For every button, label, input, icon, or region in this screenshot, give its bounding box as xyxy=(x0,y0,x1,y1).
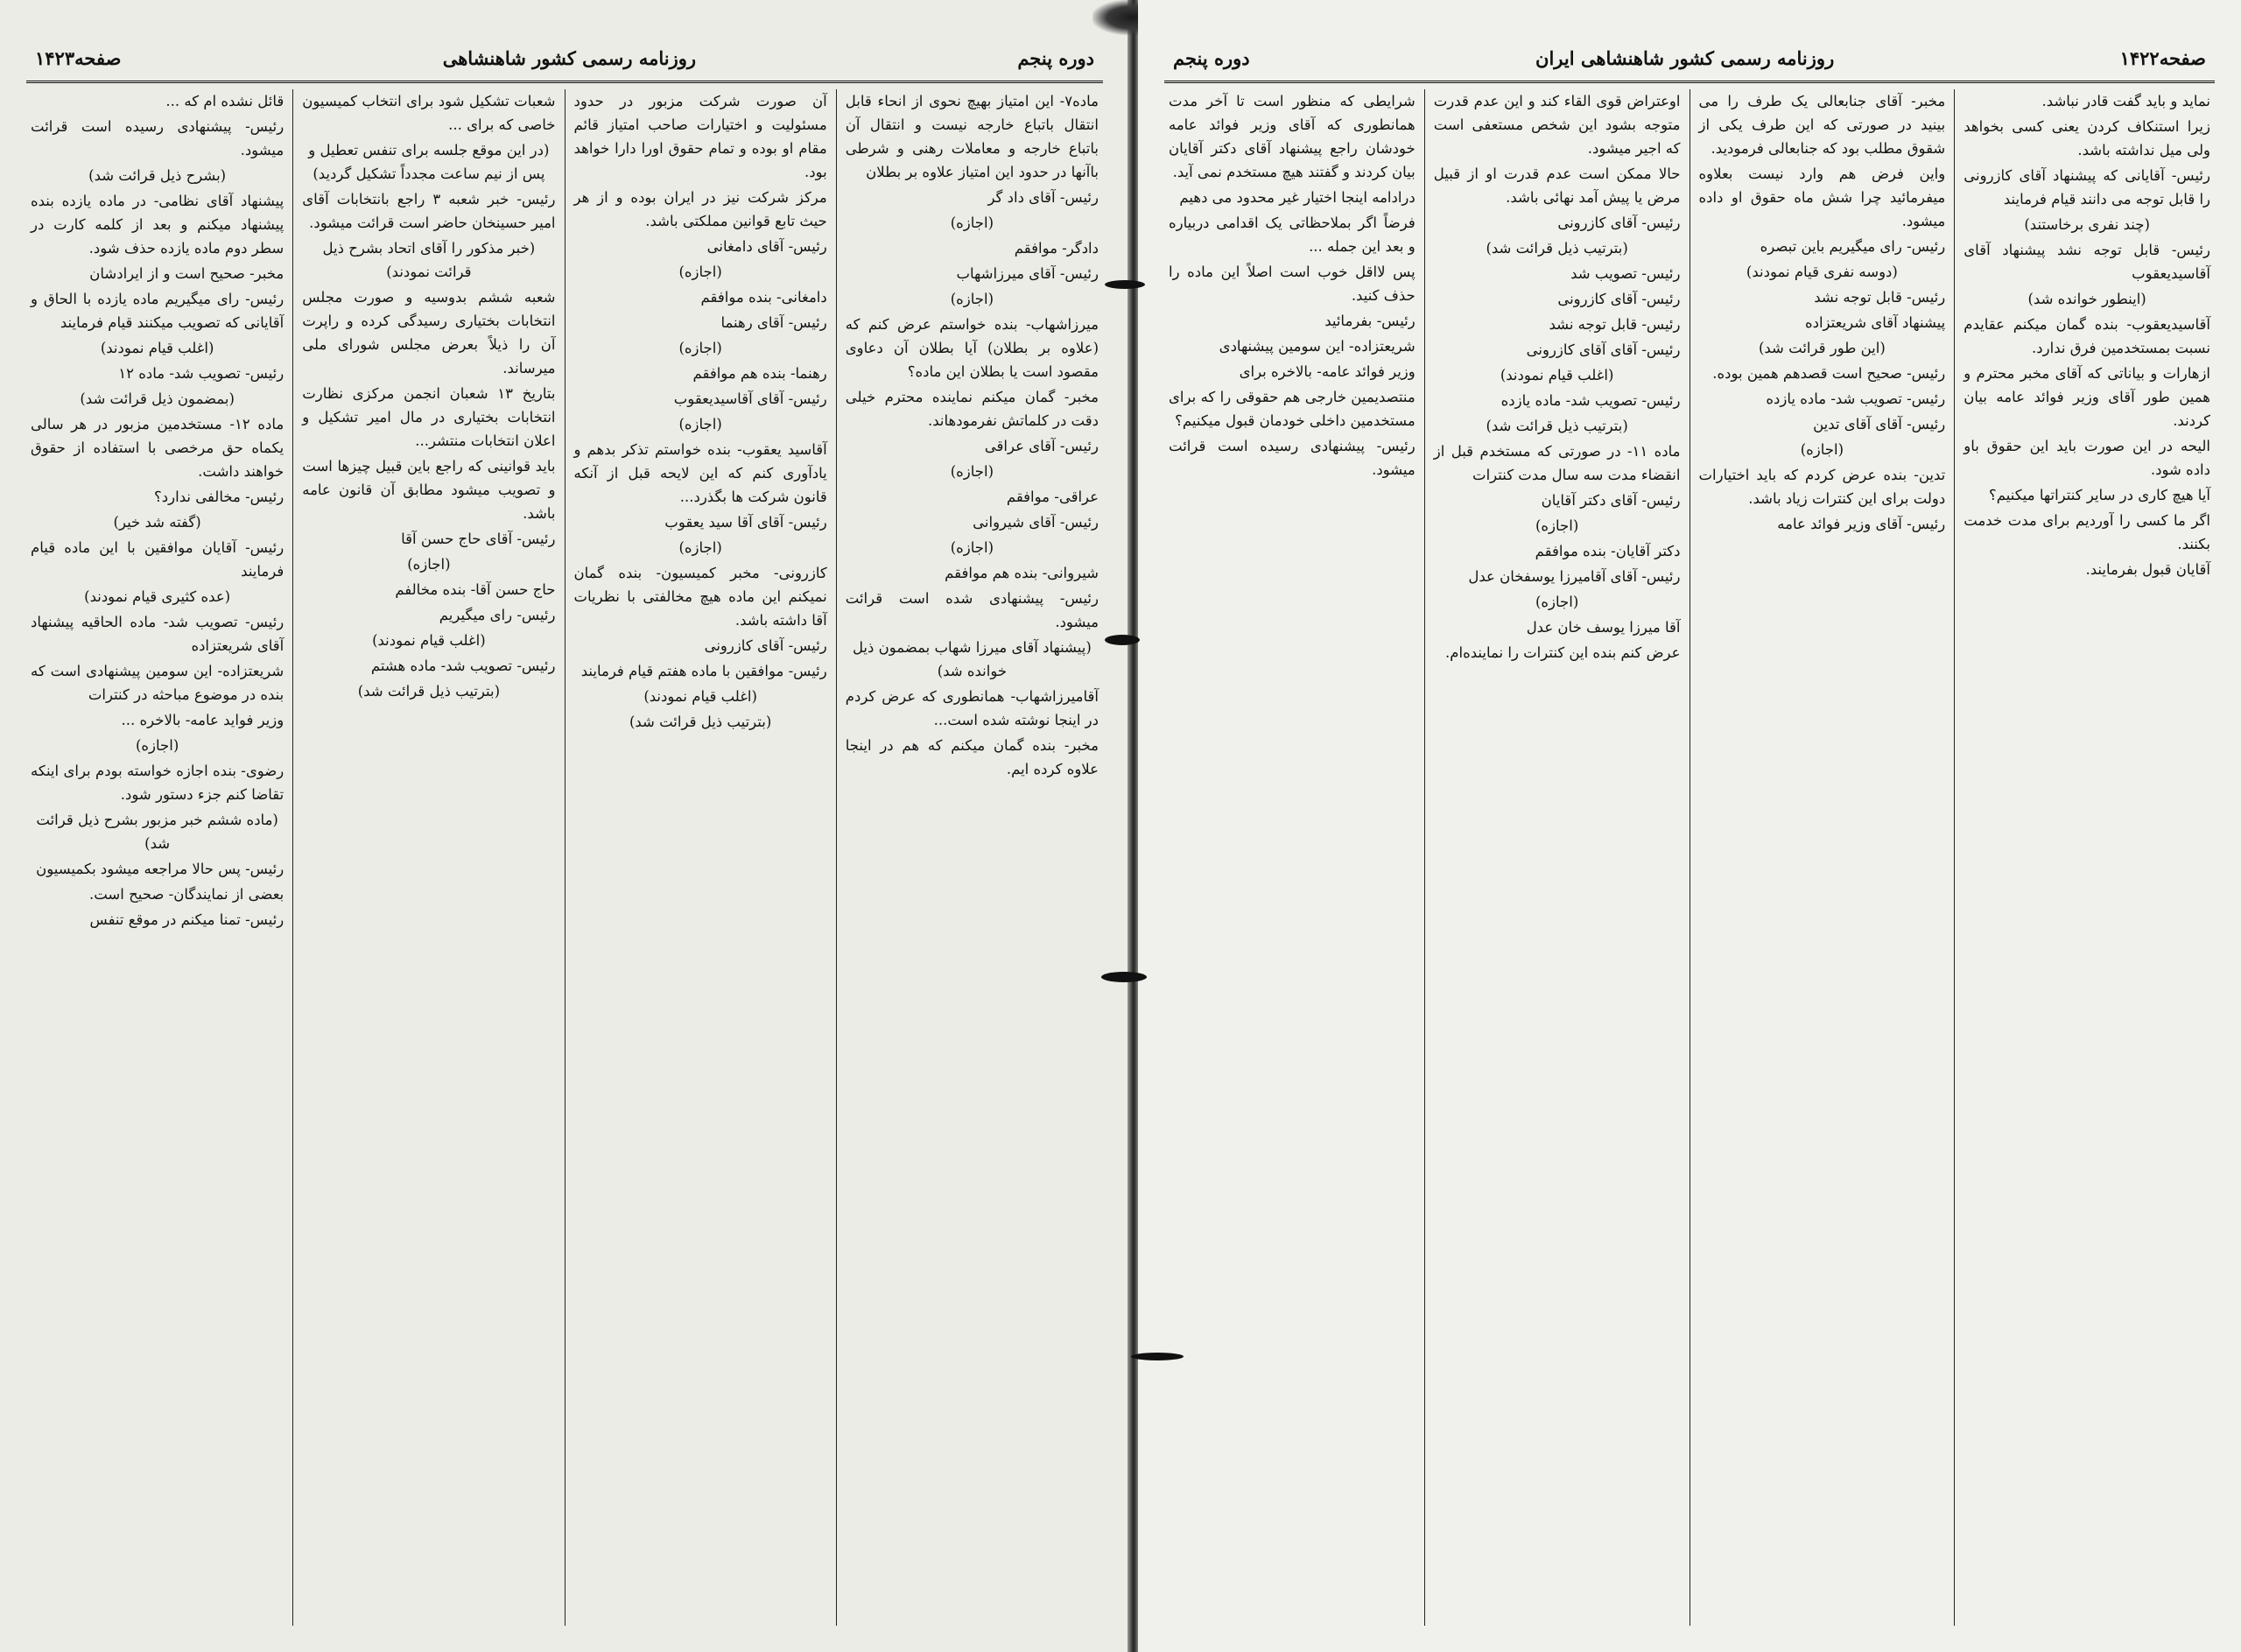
right-column-2 xyxy=(1690,89,1955,1626)
column-paragraph: (اجازه) xyxy=(678,340,722,356)
column-paragraph: (اغلب قیام نمودند) xyxy=(372,632,486,649)
column-paragraph: رئیس- آقای آقا سید یعقوب xyxy=(664,514,827,531)
column-paragraph: رئیس- آقای کازرونی xyxy=(704,637,827,654)
column-paragraph: وزیر فوائد عامه- بالاخره برای xyxy=(1239,363,1416,380)
column-paragraph: رئیس- پس حالا مراجعه میشود بکمیسیون xyxy=(36,861,285,877)
column-paragraph: رئیس- تصویب شد- ماده یازده xyxy=(1500,392,1681,409)
column-paragraph: زیرا استنکاف کردن یعنی کسی بخواهد ولی میل نداشته باشد. xyxy=(1964,118,2210,158)
column-paragraph: کازرونی- مخبر کمیسیون- بنده گمان نمیکنم این ماده هیچ مخالفتی با نظریات آقا داشته باشد. xyxy=(573,565,827,629)
column-paragraph: رئیس- رای میگیریم xyxy=(439,607,556,623)
column-paragraph: قائل نشده ام که ... xyxy=(165,93,285,109)
column-paragraph: پیشنهاد آقای شریعتزاده xyxy=(1804,314,1946,331)
column-paragraph: (اغلب قیام نمودند) xyxy=(1500,367,1614,383)
left-column-3 xyxy=(292,89,564,1626)
column-paragraph: رئیس- بفرمائید xyxy=(1324,313,1416,329)
column-paragraph: رئیس- تصویب شد xyxy=(1570,265,1681,282)
column-paragraph: رئیس- قابل توجه نشد xyxy=(1814,289,1946,306)
column-paragraph: رئیس- آقای کازرونی xyxy=(1557,291,1681,307)
column-paragraph: رئیس- آقای دامغانی xyxy=(706,238,827,255)
column-paragraph: تدین- بنده عرض کردم که باید اختیارات دولت برای این کنترات زیاد باشد. xyxy=(1698,467,1946,507)
column-paragraph: اوعتراض قوی القاء کند و این عدم قدرت متوجه بشود این شخص مستعفی است که اجیر میشود. xyxy=(1433,93,1681,157)
left-column-4 xyxy=(22,89,292,1626)
column-paragraph: حالا ممکن است عدم قدرت او از قبیل مرض یا پیش آمد نهائی باشد. xyxy=(1433,165,1681,206)
column-paragraph: رئیس- تصویب شد- ماده هشتم xyxy=(370,657,556,674)
column-paragraph: (چند نفری برخاستند) xyxy=(2024,216,2150,233)
column-paragraph: (اجازه) xyxy=(678,416,722,432)
column-paragraph: پس لااقل خوب است اصلاً این ماده را حذف کنید. xyxy=(1169,264,1416,304)
column-paragraph: مرکز شرکت نیز در ایران بوده و از هر حیث تابع قوانین مملکتی باشد. xyxy=(573,189,827,229)
column-paragraph: آقایان قبول بفرمایند. xyxy=(2085,561,2210,578)
column-paragraph: رئیس- آقای رهنما xyxy=(720,314,827,331)
column-paragraph: (اجازه) xyxy=(950,214,994,231)
column-paragraph: فرضاً اگر بملاحظاتی یک اقدامی دربیاره و بعد این جمله ... xyxy=(1169,214,1416,255)
left-header-rule xyxy=(26,81,1103,83)
column-paragraph: (بمضمون ذیل قرائت شد) xyxy=(80,390,235,407)
column-paragraph: (اینطور خوانده شد) xyxy=(2027,291,2146,307)
column-paragraph: (اجازه) xyxy=(950,291,994,307)
column-paragraph: رئیس- آقای میرزاشهاب xyxy=(956,265,1099,282)
column-paragraph: حاج حسن آقا- بنده مخالفم xyxy=(395,581,556,598)
column-paragraph: دکتر آقایان- بنده موافقم xyxy=(1535,543,1681,559)
column-paragraph: منتصدیمین خارجی هم حقوقی را که برای مستخدمین داخلی خودمان قبول میکنیم؟ xyxy=(1169,389,1416,429)
column-paragraph: (ماده ششم خبر مزبور بشرح ذیل قرائت شد) xyxy=(36,812,278,852)
column-paragraph: رئیس- آقای آقای کازرونی xyxy=(1526,341,1681,358)
right-header-rule xyxy=(1164,81,2215,83)
column-paragraph: بعضی از نمایندگان- صحیح است. xyxy=(88,886,285,903)
column-paragraph: آقامیرزاشهاب- همانطوری که عرض کردم در اینجا نوشته شده است... xyxy=(845,688,1099,728)
column-paragraph: پیشنهاد آقای نظامی- در ماده یازده بنده پیشنهاد میکنم و بعد از کلمه کارت در سطر دوم ماده یازده حذف شود. xyxy=(31,193,285,257)
column-paragraph: رئیس- آقای کازرونی xyxy=(1557,214,1681,231)
right-edition-label: دوره پنجم xyxy=(1173,46,1250,69)
column-paragraph: رئیس- تصویب شد- ماده الحاقیه پیشنهاد آقای شریعتزاده xyxy=(31,614,285,654)
column-paragraph: (خبر مذکور را آقای اتحاد بشرح ذیل قرائت نمودند) xyxy=(322,240,536,280)
column-paragraph: ماده۷- این امتیاز بهیچ نحوی از انحاء قابل انتقال باتباع خارجه نیست و انتقال آن باتباع خارجه و معاملات رهنی و شرطی باآنها در حدود این امتیاز علاوه بر بطلان xyxy=(845,93,1099,180)
column-paragraph: رئیس- قابل توجه نشد پیشنهاد آقای آقاسیدیعقوب xyxy=(1964,242,2210,282)
column-paragraph: رئیس- مخالفی ندارد؟ xyxy=(154,489,285,505)
column-paragraph: (پیشنهاد آقای میرزا شهاب بمضمون ذیل خوانده شد) xyxy=(852,639,1092,679)
left-column-2 xyxy=(565,89,836,1626)
column-paragraph: مخبر- صحیح است و از ایرادشان xyxy=(89,265,285,282)
column-paragraph: ازهارات و بیاناتی که آقای مخبر محترم و همین طور آقای وزیر فوائد عامه بیان کردند. xyxy=(1964,365,2210,429)
column-paragraph: مخبر- گمان میکنم نماینده محترم خیلی دقت در کلماتش نفرمودهاند. xyxy=(845,389,1099,429)
column-paragraph: رئیس- تصویب شد- ماده ۱۲ xyxy=(118,365,285,382)
column-paragraph: عرض کنم بنده این کنترات را نماینده‌ام. xyxy=(1445,644,1681,661)
column-paragraph: شعبه ششم بدوسیه و صورت مجلس انتخابات بختیاری رسیدگی کرده و راپرت آن را ذیلاً بعرض مجلس شورای ملی میرساند. xyxy=(302,289,556,376)
column-paragraph: رئیس- رای میگیریم باین تبصره xyxy=(1760,238,1946,255)
right-columns xyxy=(1160,89,2219,1626)
column-paragraph: وزیر فواید عامه- بالاخره ... xyxy=(121,712,285,728)
column-paragraph: رئیس- آقای آقامیرزا یوسفخان عدل xyxy=(1468,568,1681,585)
column-paragraph: رئیس- آقای وزیر فوائد عامه xyxy=(1777,516,1946,532)
column-paragraph: آقاسید یعقوب- بنده خواستم تذکر بدهم و یادآوری کنم که این لایحه قبل از آنکه قانون شرکت ها بگذرد... xyxy=(573,441,827,505)
column-paragraph: (اجازه) xyxy=(1535,517,1579,534)
column-paragraph: رئیس- موافقین با ماده هفتم قیام فرمایند xyxy=(580,663,827,679)
left-column-1 xyxy=(836,89,1107,1626)
column-paragraph: (بترتیب ذیل قرائت شد) xyxy=(357,683,501,699)
column-paragraph: رئیس- پیشنهادی رسیده است قرائت میشود. xyxy=(31,118,285,158)
left-edition-label: دوره پنجم xyxy=(1017,46,1094,69)
right-column-4 xyxy=(1160,89,1424,1626)
column-paragraph: رئیس- آقایان موافقین با این ماده قیام فرمایند xyxy=(31,539,285,580)
column-paragraph: شریعتزاده- این سومین پیشنهادی است که بنده در موضوع مباحثه در کنترات xyxy=(31,663,285,703)
column-paragraph: آیا هیچ کاری در سایر کنتراتها میکنیم؟ xyxy=(1989,487,2210,503)
column-paragraph: رئیس- قابل توجه نشد xyxy=(1549,316,1681,333)
column-paragraph: رئیس- آقای دکتر آقایان xyxy=(1541,492,1681,509)
column-paragraph: ماده ۱۱- در صورتی که مستخدم قبل از انقضاء مدت سه سال مدت کنترات xyxy=(1433,443,1681,483)
column-paragraph: شیروانی- بنده هم موافقم xyxy=(945,565,1099,581)
left-columns xyxy=(22,89,1107,1626)
column-paragraph: رئیس- آقای آقای تدین xyxy=(1813,416,1946,432)
left-page-header xyxy=(35,40,1094,75)
column-paragraph: مخبر- آقای جنابعالی یک طرف را می بینید در صورتی که این طرف یکی از شقوق مطلب بود که جنابعالی فرمودید. xyxy=(1698,93,1946,157)
column-paragraph: آن صورت شرکت مزبور در حدود مسئولیت و اختیارات صاحب امتیاز قائم مقام او بوده و تمام حقوق اورا دارا خواهد بود. xyxy=(573,93,827,180)
column-paragraph: (اجازه) xyxy=(1800,441,1844,458)
column-paragraph: (اغلب قیام نمودند) xyxy=(100,340,214,356)
column-paragraph: آقاسیدیعقوب- بنده گمان میکنم عقایدم نسبت بمستخدمین فرق ندارد. xyxy=(1964,316,2210,356)
column-paragraph: (بترتیب ذیل قرائت شد) xyxy=(629,714,772,730)
column-paragraph: رئیس- رای میگیریم ماده یازده با الحاق و آقایانی که تصویب میکنند قیام فرمایند xyxy=(31,291,285,331)
right-column-1 xyxy=(1954,89,2219,1626)
column-paragraph: شرایطی که منظور است تا آخر مدت همانطوری که آقای وزیر فوائد عامه خودشان راجع پیشنهاد آقای دکتر آقایان بیان کردند و گفتند هیچ مستخدم نمی آید. xyxy=(1169,93,1416,180)
column-paragraph: میرزاشهاب- بنده خواستم عرض کنم که (علاوه بر بطلان) آیا بطلان آن دعاوی مقصود است یا بطلان این ماده؟ xyxy=(845,316,1099,380)
column-paragraph: (عده کثیری قیام نمودند) xyxy=(84,588,231,605)
ink-blot xyxy=(1105,280,1145,289)
column-paragraph: دادگر- موافقم xyxy=(1014,240,1099,257)
column-paragraph: رئیس- پیشنهادی شده است قرائت میشود. xyxy=(845,590,1099,630)
column-paragraph: باید قوانینی که راجع باین قبیل چیزها است و تصویب میشود مطابق آن قانون عامه باشد. xyxy=(302,458,556,522)
column-paragraph: (اجازه) xyxy=(950,463,994,480)
ink-blot xyxy=(1101,972,1147,982)
column-paragraph: رئیس- صحیح است قصدهم همین بوده. xyxy=(1712,365,1946,382)
column-paragraph: رئیس- تصویب شد- ماده یازده xyxy=(1766,390,1946,407)
column-paragraph: مخبر- بنده گمان میکنم که هم در اینجا علاوه کرده ایم. xyxy=(845,737,1099,777)
right-page-header xyxy=(1173,40,2206,75)
column-paragraph: رئیس- تمنا میکنم در موقع تنفس xyxy=(89,911,285,928)
left-page-number: صفحه۱۴۲۳ xyxy=(35,46,122,69)
column-paragraph: رئیس- آقای آقاسیدیعقوب xyxy=(673,390,827,407)
ink-blot xyxy=(1131,1353,1184,1360)
column-paragraph: (اجازه) xyxy=(1535,594,1579,610)
column-paragraph: نماید و باید گفت قادر نباشد. xyxy=(2041,93,2210,109)
column-paragraph: رئیس- آقایانی که پیشنهاد آقای کازرونی را قابل توجه می دانند قیام فرمایند xyxy=(1964,167,2210,207)
column-paragraph: شعبات تشکیل شود برای انتخاب کمیسیون خاصی که برای ... xyxy=(302,93,556,133)
column-paragraph: (در این موقع جلسه برای تنفس تعطیل و پس از نیم ساعت مجدداً تشکیل گردید) xyxy=(308,142,550,182)
column-paragraph: رئیس- آقای شیروانی xyxy=(973,514,1099,531)
column-paragraph: (بترتیب ذیل قرائت شد) xyxy=(1486,240,1628,257)
column-paragraph: رئیس- آقای حاج حسن آقا xyxy=(401,531,556,547)
column-paragraph: واین فرض هم وارد نیست بعلاوه میفرمائید چرا شش ماه حقوق او داده میشود. xyxy=(1698,165,1946,229)
column-paragraph: ماده ۱۲- مستخدمین مزبور در هر سالی یکماه حق مرخصی با استفاده از حقوق خواهند داشت. xyxy=(31,416,285,480)
left-newspaper-title: روزنامه رسمی کشور شاهنشاهی xyxy=(442,46,697,69)
column-paragraph: عراقی- موافقم xyxy=(1006,489,1099,505)
right-page-number: صفحه۱۴۲۲ xyxy=(2119,46,2206,69)
column-paragraph: رئیس- آقای عراقی xyxy=(984,438,1099,454)
column-paragraph: بتاریخ ۱۳ شعبان انجمن مرکزی نظارت انتخابات بختیاری در مال امیر تشکیل و اعلان انتخابات منتشر... xyxy=(302,385,556,449)
column-paragraph: رئیس- آقای داد گر xyxy=(987,189,1099,206)
column-paragraph: (اجازه) xyxy=(950,539,994,556)
right-newspaper-title: روزنامه رسمی کشور شاهنشاهی ایران xyxy=(1535,46,1835,69)
column-paragraph: (اجازه) xyxy=(678,539,722,556)
column-paragraph: (گفته شد خیر) xyxy=(113,514,201,531)
right-page xyxy=(1138,0,2241,1652)
column-paragraph: رضوی- بنده اجازه خواسته بودم برای اینکه تقاضا کنم جزء دستور شود. xyxy=(31,763,285,803)
column-paragraph: درادامه اینجا اختیار غیر محدود می دهیم xyxy=(1179,189,1416,206)
column-paragraph: رئیس- خبر شعبه ۳ راجع بانتخابات آقای امیر حسینخان حاضر است قرائت میشود. xyxy=(302,191,556,231)
column-paragraph: اگر ما کسی را آوردیم برای مدت خدمت بکنند. xyxy=(1964,512,2210,552)
column-paragraph: (بشرح ذیل قرائت شد) xyxy=(88,167,227,184)
column-paragraph: رهنما- بنده هم موافقم xyxy=(692,365,827,382)
ink-blot xyxy=(1105,635,1140,645)
column-paragraph: (اجازه) xyxy=(678,264,722,280)
column-paragraph: (بترتیب ذیل قرائت شد) xyxy=(1486,418,1628,434)
column-paragraph: الیحه در این صورت باید این حقوق باو داده شود. xyxy=(1964,438,2210,478)
column-paragraph: (اغلب قیام نمودند) xyxy=(643,688,757,705)
column-paragraph: (دوسه نفری قیام نمودند) xyxy=(1746,264,1898,280)
column-paragraph: (اجازه) xyxy=(135,737,179,754)
right-column-3 xyxy=(1424,89,1690,1626)
column-paragraph: آقا میرزا یوسف خان عدل xyxy=(1526,619,1681,636)
column-paragraph: (اجازه) xyxy=(407,556,451,573)
column-paragraph: شریعتزاده- این سومین پیشنهادی xyxy=(1219,338,1416,355)
column-paragraph: (این طور قرائت شد) xyxy=(1758,340,1886,356)
column-paragraph: دامغانی- بنده موافقم xyxy=(700,289,827,306)
column-paragraph: رئیس- پیشنهادی رسیده است قرائت میشود. xyxy=(1169,438,1416,478)
